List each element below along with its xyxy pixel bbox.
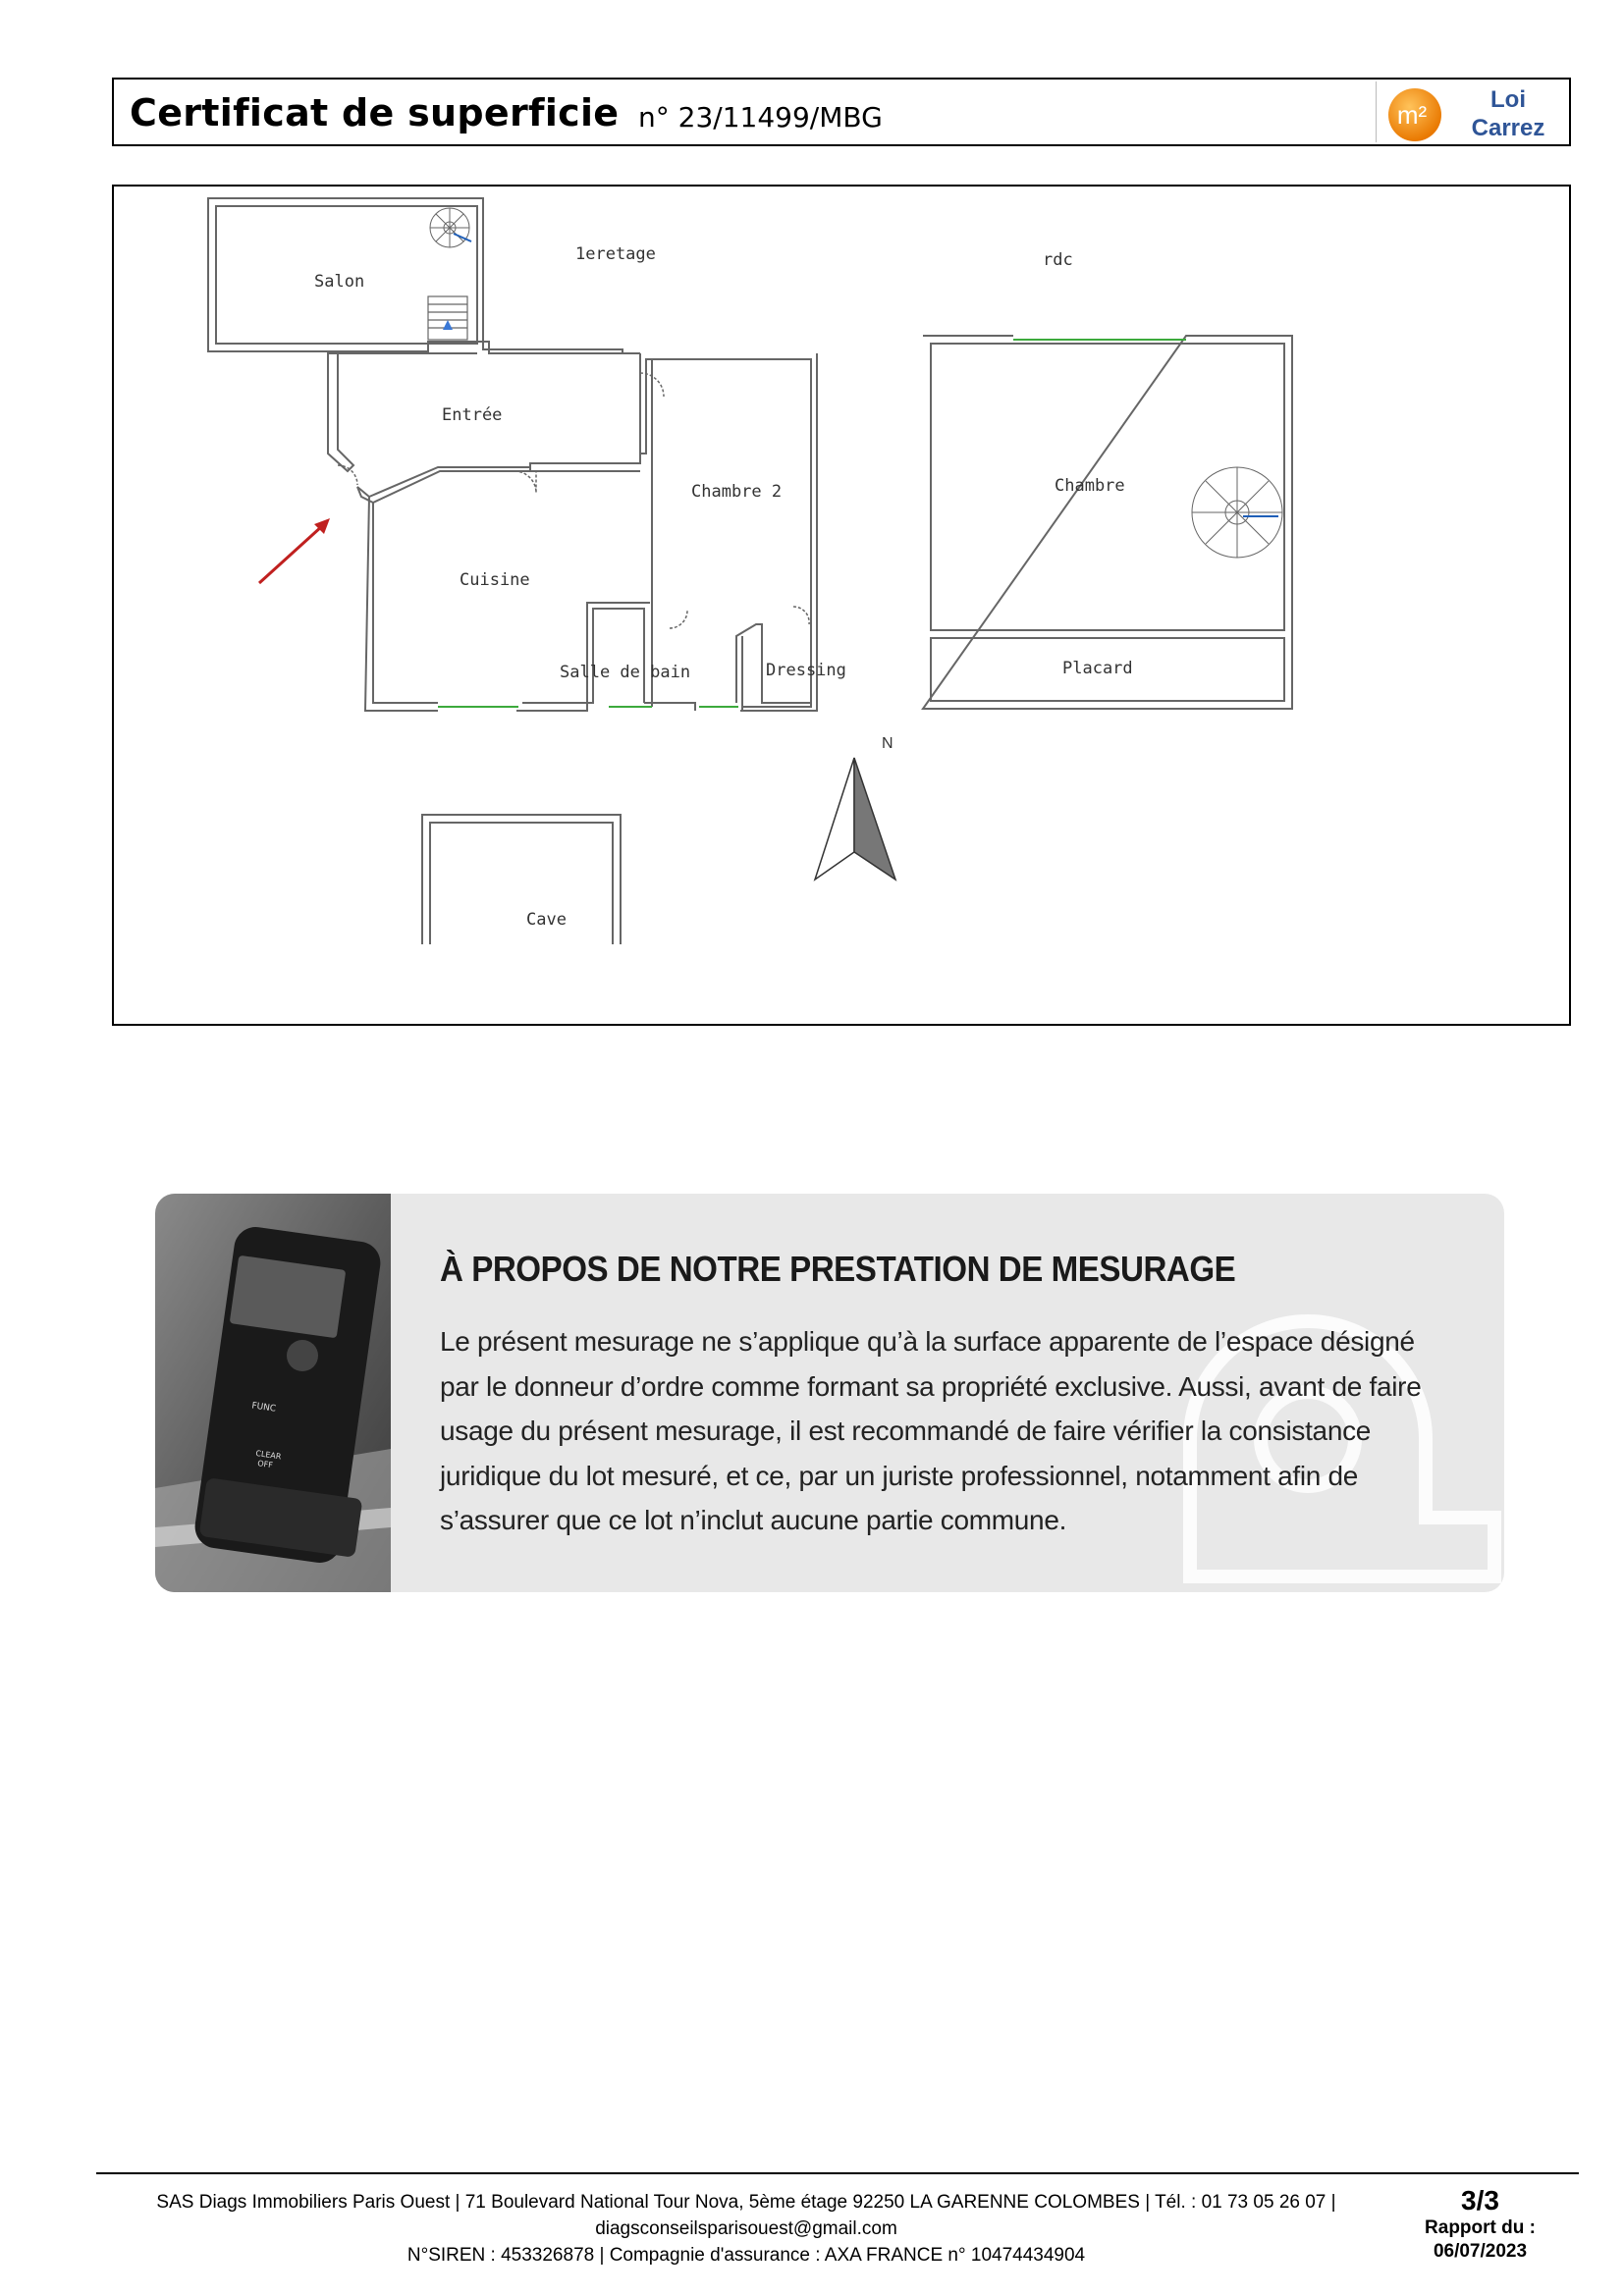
laser-meter-photo [155,1194,391,1592]
loi-carrez-text [1459,85,1557,142]
entree-wall-left [328,353,353,471]
label-rdc: rdc [1043,250,1073,270]
entrance-arrow-icon [259,518,330,583]
entry-door-arc [338,465,357,485]
label-cuisine: Cuisine [460,570,530,590]
sdb-door-arc [670,611,687,628]
footer-page-info [1389,2185,1571,2264]
label-north: N [882,735,893,752]
certificate-number: n° 23/11499/MBG [638,101,883,133]
logo-line-2: Carrez [1471,115,1545,141]
device-func-label: FUNC [250,1401,277,1415]
card-line: juridique du lot mesuré, et ce, par un juriste professionnel, notamment afin de [440,1460,1359,1491]
label-entree: Entrée [442,405,503,425]
card-line: Le présent mesurage ne s’applique qu’à la surface apparente de l’espace désigné [440,1326,1415,1357]
entree-cuisine-wall [530,454,640,471]
card-body [440,1319,1451,1543]
north-arrow-icon [815,758,895,880]
report-date: 06/07/2023 [1433,2241,1528,2262]
floor-plan-drawing [114,187,1573,1028]
label-chambre: Chambre [1055,476,1125,496]
salon-wall [208,198,623,353]
spiral-stair-rdc-icon [1192,467,1282,558]
cuisine-door-arc [514,471,536,493]
entree-wall-bottom [357,467,530,503]
chambre2-outer-wall [740,353,817,711]
spiral-stair-icon [430,208,469,247]
label-dressing: Dressing [766,661,846,680]
device-off-label: OFF [256,1459,274,1470]
loi-carrez-logo [1376,81,1567,142]
footer-divider [96,2172,1579,2174]
label-cave: Cave [526,910,567,930]
footer-address: SAS Diags Immobiliers Paris Ouest | 71 Boulevard National Tour Nova, 5ème étage 92250 LA GARENNE COLOMBES | Tél. : 01 73 05 26 07 | [156,2192,1336,2213]
stair-block [428,296,467,340]
logo-line-1: Loi [1490,86,1526,113]
label-chambre2: Chambre 2 [691,482,783,502]
cave-wall [422,815,621,944]
label-placard: Placard [1062,659,1133,678]
footer-siren: N°SIREN : 453326878 | Compagnie d'assurance : AXA FRANCE n° 10474434904 [406,2245,1086,2266]
label-etage: 1eretage [575,244,656,264]
report-label: Rapport du : [1425,2217,1536,2238]
footer-company-info [108,2189,1384,2269]
card-line: s’assurer que ce lot n’inclut aucune partie commune. [440,1505,1067,1535]
m2-badge-icon [1384,86,1445,143]
page-number: 3/3 [1461,2185,1499,2216]
label-salon: Salon [314,272,365,292]
card-line: usage du présent mesurage, il est recommandé de faire vérifier la consistance [440,1415,1372,1446]
dressing-door-arc [793,607,809,624]
document-header [112,78,1571,146]
label-sdb: Salle de bain [560,663,691,682]
m2-badge-text: m² [1396,100,1428,130]
sdb-outer-wall [516,603,650,711]
card-line: par le donneur d’ordre comme formant sa propriété exclusive. Aussi, avant de faire [440,1370,1422,1402]
info-card [155,1194,1504,1592]
footer-email: diagsconseilsparisouest@gmail.com [595,2218,897,2239]
device-clear-label: CLEAR [254,1448,282,1462]
card-title: À PROPOS DE NOTRE PRESTATION DE MESURAGE [440,1249,1236,1289]
stair-arrow-icon [443,320,453,330]
cuisine-wall-left [365,497,438,711]
sdb-wall [522,609,644,703]
chambre2-wall [640,353,811,707]
document-title: Certificat de superficie [130,91,620,134]
floor-plan [112,185,1571,1026]
